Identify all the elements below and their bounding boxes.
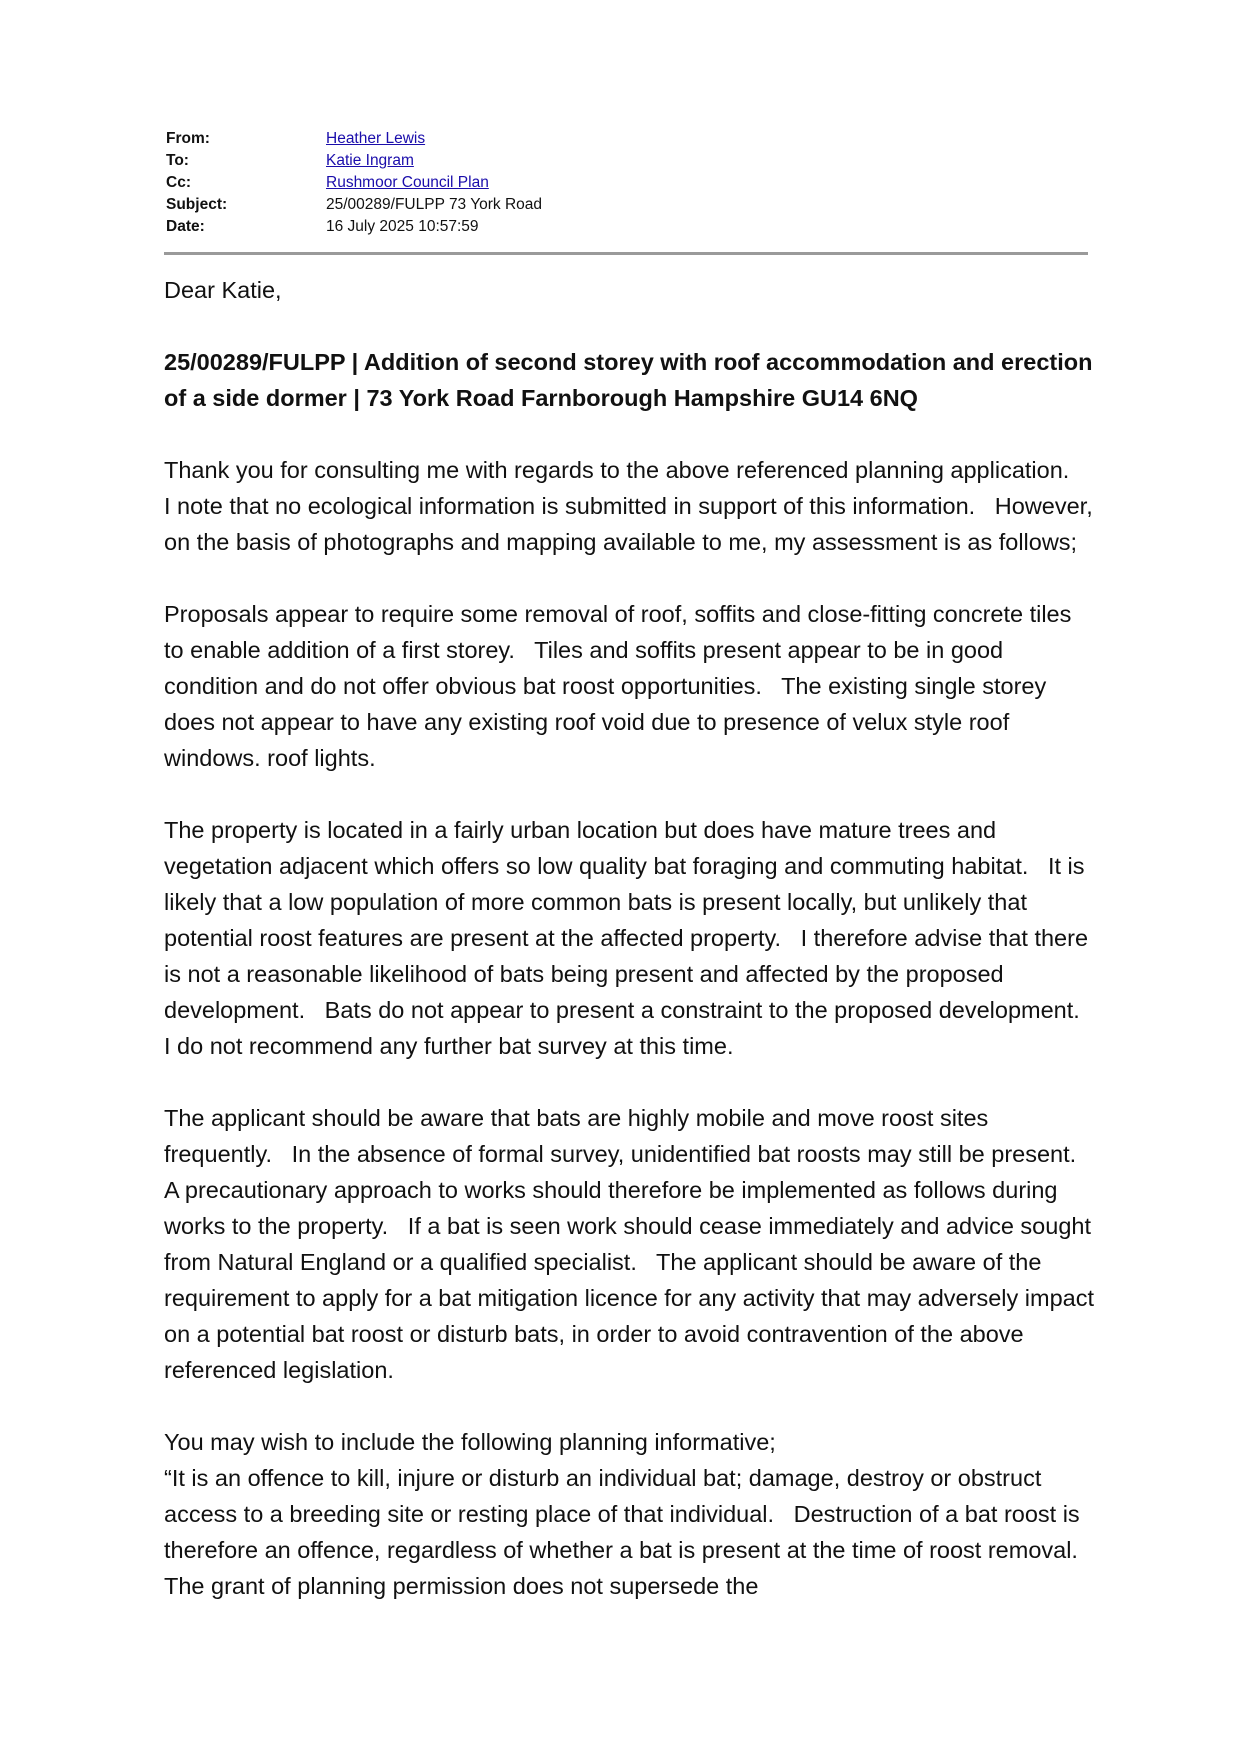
email-body <box>164 272 1101 1604</box>
body-paragraph: Proposals appear to require some removal of roof, soffits and close-fitting concrete tiles to enable addition of a first storey. Tiles and soffits present appear to be in good condition and do not offer obvious bat roost opportunities. The existing single storey does not appear to have any existing roof void due to presence of velux style roof windows. roof lights. <box>164 601 1078 771</box>
header-to-label: To: <box>166 152 189 169</box>
recipient-link[interactable]: Katie Ingram <box>326 152 414 169</box>
header-cc-row <box>166 172 1086 194</box>
header-cc-label: Cc: <box>166 174 191 191</box>
informative-text: “It is an offence to kill, injure or disturb an individual bat; damage, destroy or obstruct access to a breeding site or resting place of that individual. Destruction of a bat roost is therefore an offence, regardless of whether a bat is present at the time of roost removal. The grant of planning permission does not supersede the <box>164 1465 1098 1599</box>
header-divider <box>164 252 1088 255</box>
body-paragraph: Thank you for consulting me with regards to the above referenced planning application. I note that no ecological information is submitted in support of this information. However, on the basis of photographs and mapping available to me, my assessment is as follows; <box>164 457 1100 555</box>
subject-value: 25/00289/FULPP 73 York Road <box>326 196 543 213</box>
greeting: Dear Katie, <box>164 277 282 303</box>
header-from-row <box>166 128 1086 150</box>
email-header-block <box>166 128 1086 238</box>
informative-intro: You may wish to include the following planning informative; <box>164 1429 776 1455</box>
application-heading: 25/00289/FULPP | Addition of second storey with roof accommodation and erection of a side dormer | 73 York Road Farnborough Hampshire GU14 6NQ <box>164 349 1099 411</box>
cc-link[interactable]: Rushmoor Council Plan <box>326 174 489 191</box>
body-paragraph: The applicant should be aware that bats are highly mobile and move roost sites frequently. In the absence of formal survey, unidentified bat roosts may still be present. A precautionary approach to works should therefore be implemented as follows during works to the property. If a bat is seen work should cease immediately and advice sought from Natural England or a qualified specialist. The applicant should be aware of the requirement to apply for a bat mitigation licence for any activity that may adversely impact on a potential bat roost or disturb bats, in order to avoid contravention of the above referenced legislation. <box>164 1105 1101 1383</box>
header-subject-label: Subject: <box>166 196 228 213</box>
header-from-label: From: <box>166 130 210 147</box>
header-date-label: Date: <box>166 218 205 235</box>
header-date-row <box>166 216 1086 238</box>
date-value: 16 July 2025 10:57:59 <box>326 218 479 235</box>
sender-link[interactable]: Heather Lewis <box>326 130 426 147</box>
header-to-row <box>166 150 1086 172</box>
body-paragraph: The property is located in a fairly urban location but does have mature trees and vegetation adjacent which offers so low quality bat foraging and commuting habitat. It is likely that a low population of more common bats is present locally, but unlikely that potential roost features are present at the affected property. I therefore advise that there is not a reasonable likelihood of bats being present and affected by the proposed development. Bats do not appear to present a constraint to the proposed development. I do not recommend any further bat survey at this time. <box>164 817 1100 1059</box>
header-subject-row <box>166 194 1086 216</box>
